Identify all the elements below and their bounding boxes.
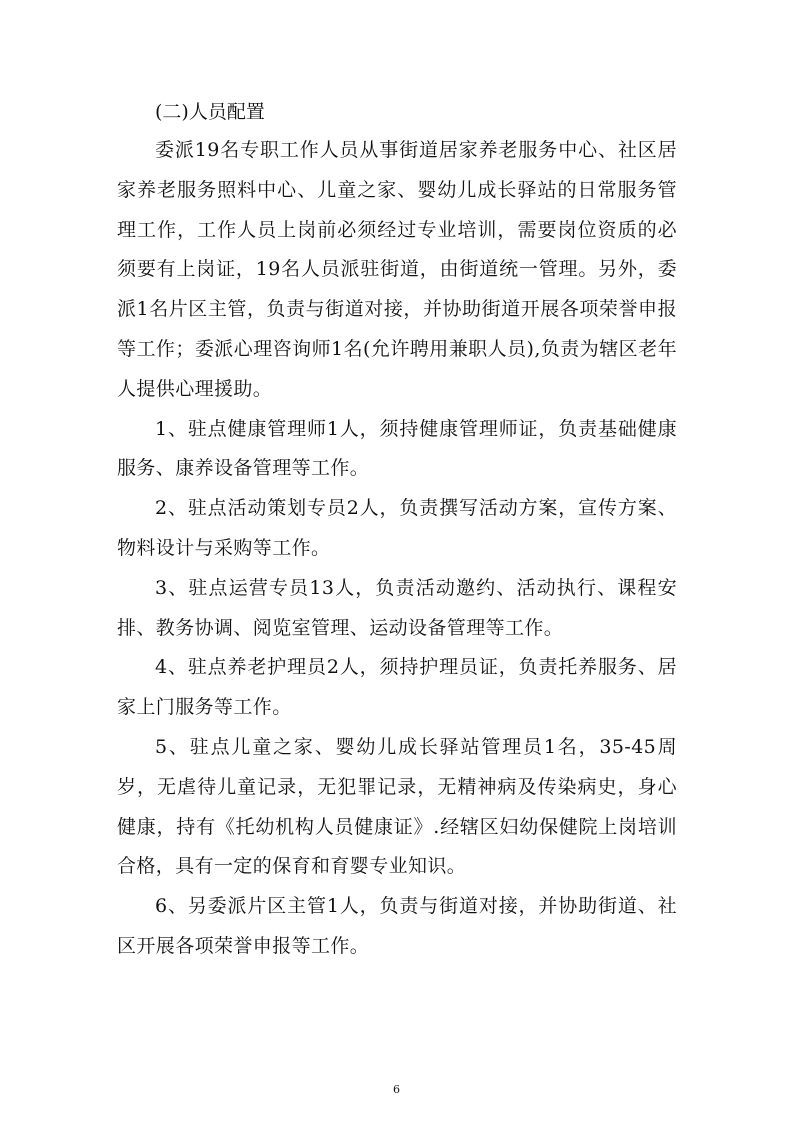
paragraph-childcare-manager: 5、驻点儿童之家、婴幼儿成长驿站管理员1名，35-45周岁，无虐待儿童记录，无犯罪记录，无精神病及传染病史，身心健康，持有《托幼机构人员健康证》.经辖区妇幼保健院上岗培训合格，具有一定的保育和育婴专业知识。 — [117, 735, 677, 878]
paragraph-operations-staff: 3、驻点运营专员13人，负责活动邀约、活动执行、课程安排、教务协调、阅览室管理、运动设备管理等工作。 — [117, 576, 677, 639]
paragraph-health-manager: 1、驻点健康管理师1人，须持健康管理师证，负责基础健康服务、康养设备管理等工作。 — [117, 417, 677, 480]
page-body — [117, 93, 677, 967]
paragraph-staff-overview: 委派19名专职工作人员从事街道居家养老服务中心、社区居家养老服务照料中心、儿童之家、婴幼儿成长驿站的日常服务管理工作，工作人员上岗前必须经过专业培训，需要岗位资质的必须要有上岗证，19名人员派驻街道，由街道统一管理。另外，委派1名片区主管，负责与街道对接，并协助街道开展各项荣誉申报等工作；委派心理咨询师1名(允许聘用兼职人员),负责为辖区老年人提供心理援助。 — [117, 139, 677, 400]
page-number: 6 — [393, 1083, 400, 1096]
paragraph-activity-planner: 2、驻点活动策划专员2人，负责撰写活动方案，宣传方案、物料设计与采购等工作。 — [117, 497, 677, 559]
section-heading: (二)人员配置 — [155, 101, 265, 123]
paragraph-area-supervisor: 6、另委派片区主管1人，负责与街道对接，并协助街道、社区开展各项荣誉申报等工作。 — [117, 895, 677, 957]
paragraph-elderly-caregiver: 4、驻点养老护理员2人，须持护理员证，负责托养服务、居家上门服务等工作。 — [117, 656, 677, 719]
